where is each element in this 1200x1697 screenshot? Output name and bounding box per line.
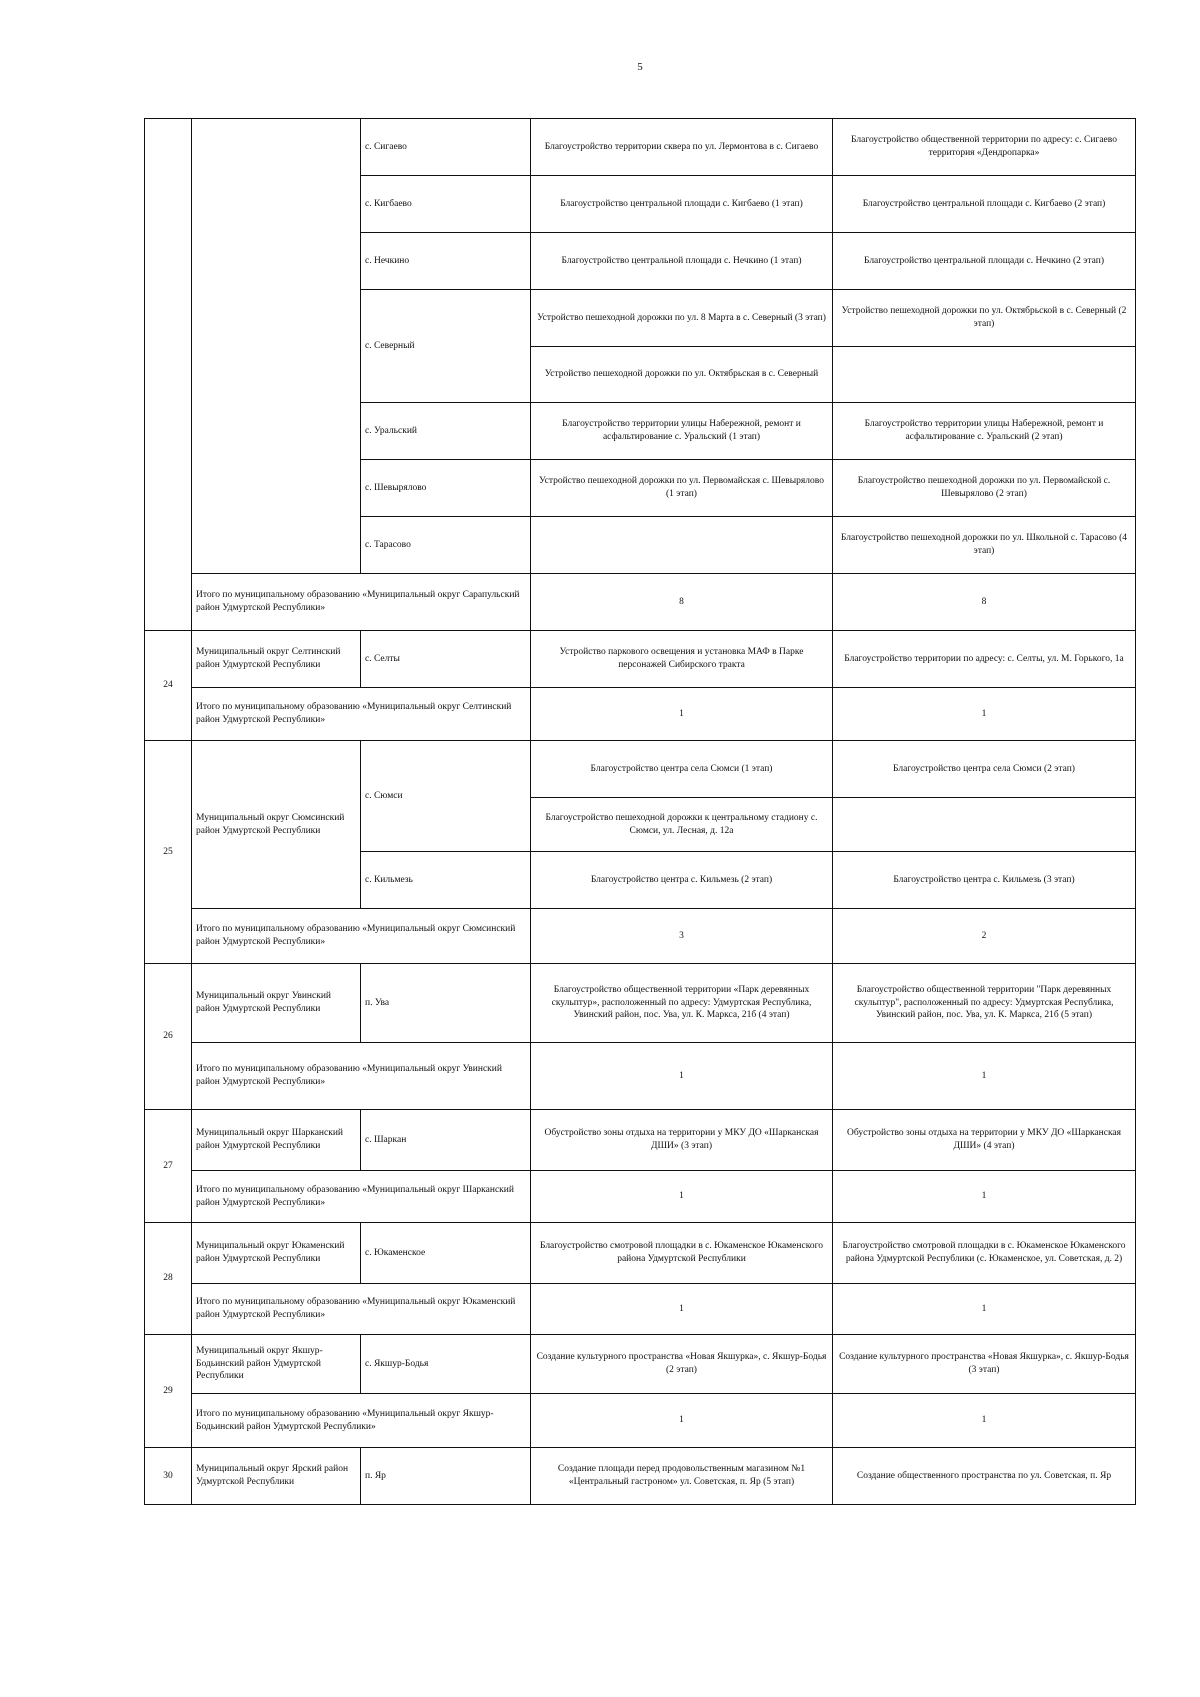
locality-cell: п. Яр xyxy=(361,1448,531,1505)
locality-cell: с. Селты xyxy=(361,631,531,688)
year2-project-cell: Благоустройство территории улицы Набережной, ремонт и асфальтирование с. Уральский (2 этап) xyxy=(833,403,1136,460)
year1-project-cell: Благоустройство центральной площади с. Нечкино (1 этап) xyxy=(531,233,833,290)
year1-project-cell: Благоустройство пешеходной дорожки к центральному стадиону с. Сюмси, ул. Лесная, д. 12а xyxy=(531,798,833,852)
row-number-cell: 24 xyxy=(145,631,192,741)
total-row xyxy=(145,574,1136,631)
year2-project-cell: Обустройство зоны отдыха на территории у МКУ ДО «Шарканская ДШИ» (4 этап) xyxy=(833,1110,1136,1171)
year1-project-cell: Устройство пешеходной дорожки по ул. Первомайская с. Шевырялово (1 этап) xyxy=(531,460,833,517)
locality-cell: с. Кигбаево xyxy=(361,176,531,233)
locality-cell: с. Сигаево xyxy=(361,119,531,176)
locality-cell: п. Ува xyxy=(361,964,531,1043)
district-cell: Муниципальный округ Ярский район Удмуртской Республики xyxy=(192,1448,361,1505)
table-row xyxy=(145,1110,1136,1171)
table-row xyxy=(145,1335,1136,1394)
locality-cell: с. Кильмезь xyxy=(361,852,531,909)
year2-project-cell xyxy=(833,347,1136,403)
year2-project-cell: Благоустройство центра села Сюмси (2 этап) xyxy=(833,741,1136,798)
locality-cell: с. Юкаменское xyxy=(361,1223,531,1284)
total-count-year1: 1 xyxy=(531,1284,833,1335)
locality-cell: с. Тарасово xyxy=(361,517,531,574)
total-row xyxy=(145,1171,1136,1223)
total-label: Итого по муниципальному образованию «Муниципальный округ Якшур-Бодьинский район Удмуртской Республики» xyxy=(192,1394,531,1448)
total-count-year2: 1 xyxy=(833,1394,1136,1448)
total-row xyxy=(145,1394,1136,1448)
year2-project-cell: Создание общественного пространства по ул. Советская, п. Яр xyxy=(833,1448,1136,1505)
year1-project-cell: Благоустройство центра с. Кильмезь (2 этап) xyxy=(531,852,833,909)
year2-project-cell: Благоустройство территории по адресу: с. Селты, ул. М. Горького, 1а xyxy=(833,631,1136,688)
year1-project-cell: Благоустройство общественной территории «Парк деревянных скульптур», расположенный по адресу: Удмуртская Республика, Увинский район, пос. Ува, ул. К. Маркса, 21б (4 этап) xyxy=(531,964,833,1043)
total-label: Итого по муниципальному образованию «Муниципальный округ Сарапульский район Удмуртской Республики» xyxy=(192,574,531,631)
locality-cell: с. Якшур-Бодья xyxy=(361,1335,531,1394)
district-cell: Муниципальный округ Увинский район Удмуртской Республики xyxy=(192,964,361,1043)
page-number: 5 xyxy=(637,61,643,73)
year1-project-cell: Благоустройство территории сквера по ул. Лермонтова в с. Сигаево xyxy=(531,119,833,176)
year2-project-cell: Устройство пешеходной дорожки по ул. Октябрьской в с. Северный (2 этап) xyxy=(833,290,1136,347)
table-row xyxy=(145,1448,1136,1505)
locality-cell: с. Нечкино xyxy=(361,233,531,290)
total-count-year2: 8 xyxy=(833,574,1136,631)
year1-project-cell: Устройство паркового освещения и установка МАФ в Парке персонажей Сибирского тракта xyxy=(531,631,833,688)
year1-project-cell: Устройство пешеходной дорожки по ул. Октябрьская в с. Северный xyxy=(531,347,833,403)
total-count-year2: 1 xyxy=(833,1284,1136,1335)
total-row xyxy=(145,1284,1136,1335)
table-row xyxy=(145,964,1136,1043)
total-count-year1: 1 xyxy=(531,688,833,741)
year1-project-cell: Благоустройство центра села Сюмси (1 этап) xyxy=(531,741,833,798)
year1-project-cell: Благоустройство смотровой площадки в с. Юкаменское Юкаменского района Удмуртской Республики xyxy=(531,1223,833,1284)
total-count-year2: 2 xyxy=(833,909,1136,964)
total-count-year1: 1 xyxy=(531,1171,833,1223)
row-number-cell: 29 xyxy=(145,1335,192,1448)
total-count-year1: 3 xyxy=(531,909,833,964)
locality-cell: с. Шаркан xyxy=(361,1110,531,1171)
year2-project-cell: Благоустройство центральной площади с. Кигбаево (2 этап) xyxy=(833,176,1136,233)
total-count-year2: 1 xyxy=(833,688,1136,741)
total-label: Итого по муниципальному образованию «Муниципальный округ Селтинский район Удмуртской Республики» xyxy=(192,688,531,741)
year2-project-cell: Благоустройство центра с. Кильмезь (3 этап) xyxy=(833,852,1136,909)
total-label: Итого по муниципальному образованию «Муниципальный округ Увинский район Удмуртской Республики» xyxy=(192,1043,531,1110)
district-cell: Муниципальный округ Юкаменский район Удмуртской Республики xyxy=(192,1223,361,1284)
row-number-cell: 30 xyxy=(145,1448,192,1505)
total-row xyxy=(145,909,1136,964)
district-cell: Муниципальный округ Сюмсинский район Удмуртской Республики xyxy=(192,741,361,909)
total-count-year2: 1 xyxy=(833,1043,1136,1110)
year2-project-cell xyxy=(833,798,1136,852)
district-cell: Муниципальный округ Якшур-Бодьинский район Удмуртской Республики xyxy=(192,1335,361,1394)
year2-project-cell: Благоустройство смотровой площадки в с. Юкаменское Юкаменского района Удмуртской Республики (с. Юкаменское, ул. Советская, д. 2) xyxy=(833,1223,1136,1284)
year1-project-cell xyxy=(531,517,833,574)
row-number-cell xyxy=(145,119,192,631)
territory-table xyxy=(144,118,1136,1505)
year1-project-cell: Создание площади перед продовольственным магазином №1 «Центральный гастроном» ул. Советская, п. Яр (5 этап) xyxy=(531,1448,833,1505)
total-label: Итого по муниципальному образованию «Муниципальный округ Сюмсинский район Удмуртской Республики» xyxy=(192,909,531,964)
year1-project-cell: Обустройство зоны отдыха на территории у МКУ ДО «Шарканская ДШИ» (3 этап) xyxy=(531,1110,833,1171)
locality-cell: с. Сюмси xyxy=(361,741,531,852)
year2-project-cell: Благоустройство центральной площади с. Нечкино (2 этап) xyxy=(833,233,1136,290)
table-row xyxy=(145,741,1136,798)
locality-cell: с. Шевырялово xyxy=(361,460,531,517)
year1-project-cell: Создание культурного пространства «Новая Якшурка», с. Якшур-Бодья (2 этап) xyxy=(531,1335,833,1394)
total-label: Итого по муниципальному образованию «Муниципальный округ Юкаменский район Удмуртской Республики» xyxy=(192,1284,531,1335)
year1-project-cell: Благоустройство территории улицы Набережной, ремонт и асфальтирование с. Уральский (1 этап) xyxy=(531,403,833,460)
row-number-cell: 27 xyxy=(145,1110,192,1223)
total-row xyxy=(145,1043,1136,1110)
row-number-cell: 28 xyxy=(145,1223,192,1335)
year2-project-cell: Благоустройство пешеходной дорожки по ул. Первомайской с. Шевырялово (2 этап) xyxy=(833,460,1136,517)
total-label: Итого по муниципальному образованию «Муниципальный округ Шарканский район Удмуртской Республики» xyxy=(192,1171,531,1223)
district-cell: Муниципальный округ Селтинский район Удмуртской Республики xyxy=(192,631,361,688)
total-count-year1: 1 xyxy=(531,1394,833,1448)
table-row xyxy=(145,119,1136,176)
row-number-cell: 25 xyxy=(145,741,192,964)
total-count-year2: 1 xyxy=(833,1171,1136,1223)
year1-project-cell: Устройство пешеходной дорожки по ул. 8 Марта в с. Северный (3 этап) xyxy=(531,290,833,347)
year1-project-cell: Благоустройство центральной площади с. Кигбаево (1 этап) xyxy=(531,176,833,233)
table-row xyxy=(145,1223,1136,1284)
year2-project-cell: Благоустройство пешеходной дорожки по ул. Школьной с. Тарасово (4 этап) xyxy=(833,517,1136,574)
locality-cell: с. Уральский xyxy=(361,403,531,460)
locality-cell: с. Северный xyxy=(361,290,531,403)
district-cell: Муниципальный округ Шарканский район Удмуртской Республики xyxy=(192,1110,361,1171)
year2-project-cell: Благоустройство общественной территории "Парк деревянных скульптур", расположенный по адресу: Удмуртская Республика, Увинский район, пос. Ува, ул. К. Маркса, 21б (5 этап) xyxy=(833,964,1136,1043)
total-count-year1: 8 xyxy=(531,574,833,631)
district-cell xyxy=(192,119,361,574)
row-number-cell: 26 xyxy=(145,964,192,1110)
table-row xyxy=(145,631,1136,688)
year2-project-cell: Создание культурного пространства «Новая Якшурка», с. Якшур-Бодья (3 этап) xyxy=(833,1335,1136,1394)
total-row xyxy=(145,688,1136,741)
year2-project-cell: Благоустройство общественной территории по адресу: с. Сигаево территория «Дендропарка» xyxy=(833,119,1136,176)
total-count-year1: 1 xyxy=(531,1043,833,1110)
